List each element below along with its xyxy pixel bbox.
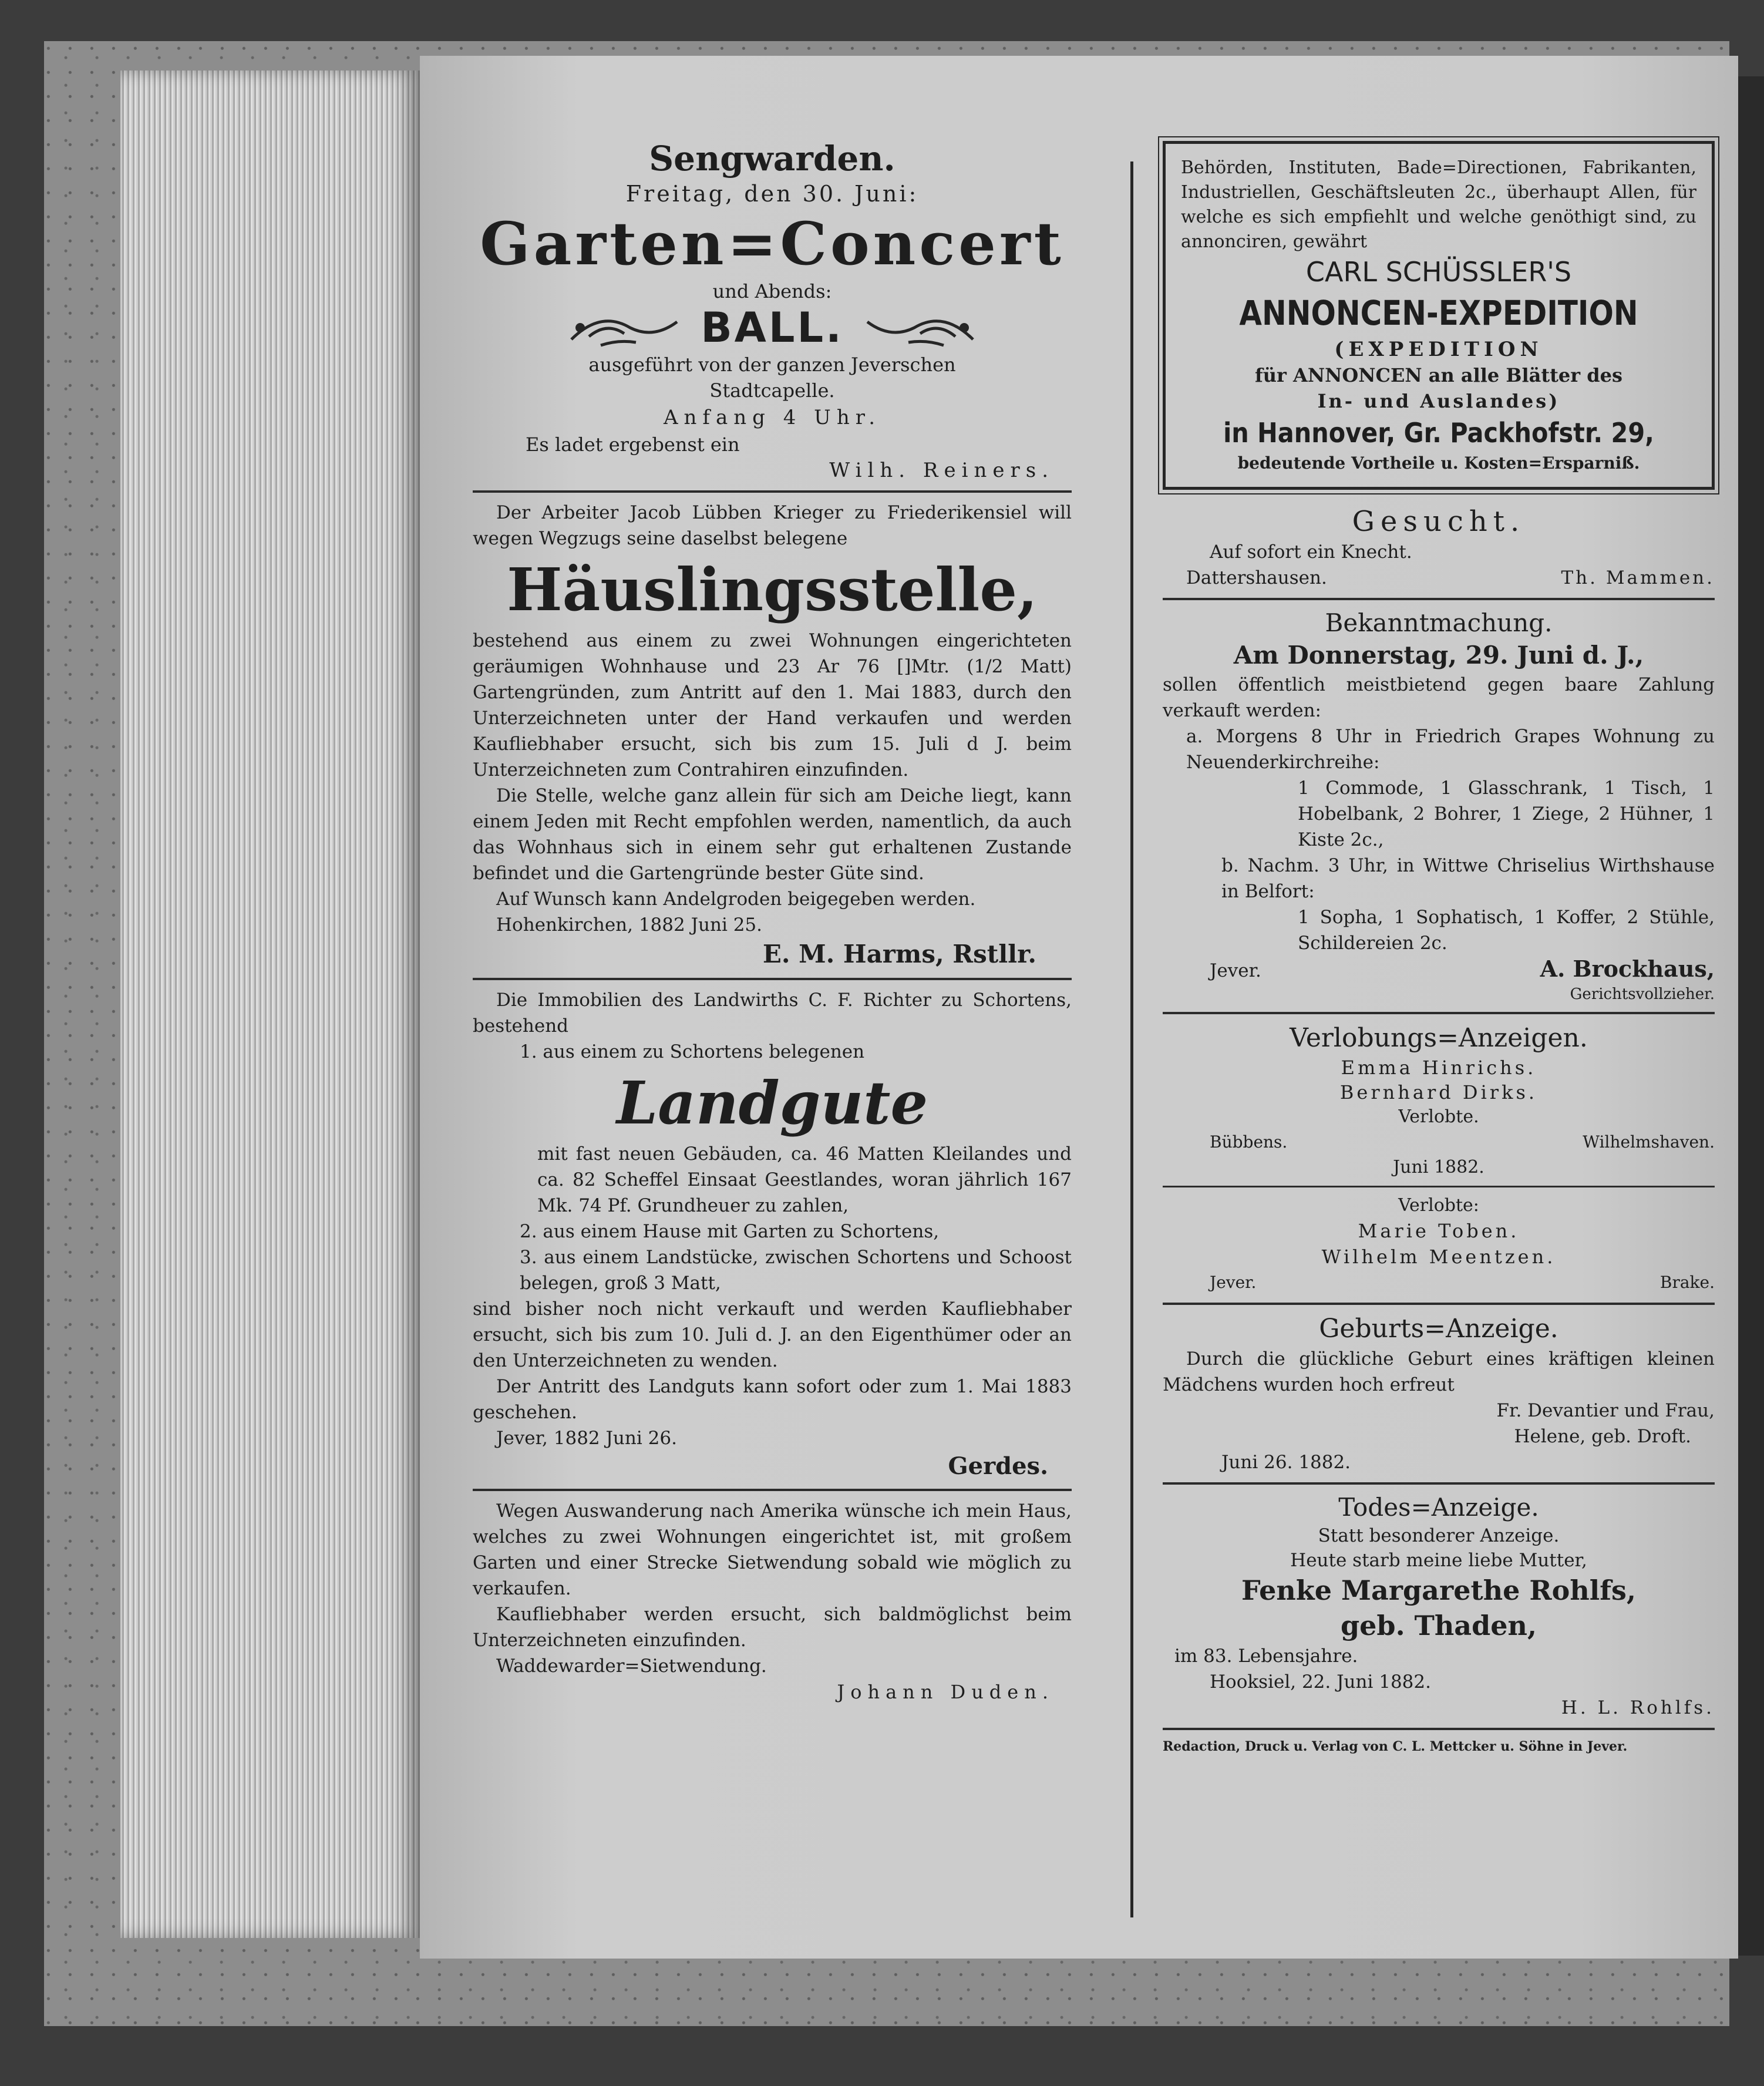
- ad-verlobung-place2: Wilhelmshaven.: [1583, 1132, 1715, 1152]
- ad-schuessler-title: ANNONCEN-EXPEDITION: [1239, 293, 1638, 333]
- ad-schuessler-sub1: (EXPEDITION: [1334, 338, 1543, 361]
- imprint: Redaction, Druck u. Verlag von C. L. Mettcker u. Söhne in Jever.: [1163, 1739, 1628, 1754]
- ad-tod-signer: H. L. Rohlfs.: [1561, 1697, 1715, 1718]
- flourish-left-icon: [565, 304, 683, 351]
- ad-schuessler-name: CARL SCHÜSSLER'S: [1305, 256, 1572, 288]
- ad-landgut: [473, 987, 1072, 1482]
- column-rule: [1130, 162, 1133, 1917]
- ad-bekannt-signer: A. Brockhaus,: [1540, 955, 1715, 982]
- ad-schuessler-sub3: In- und Auslandes): [1317, 390, 1560, 412]
- ad-landgut-item3: 3. aus einem Landstücke, zwischen Schortens und Schoost belegen, groß 3 Matt,: [520, 1247, 1072, 1294]
- ad-bekannt-b: b. Nachm. 3 Uhr, in Wittwe Chriselius Wirthshause in Belfort:: [1221, 855, 1715, 902]
- ad-sengwarden: [473, 138, 1072, 483]
- ball-ornament: [473, 304, 1072, 352]
- ad-schuessler-address: in Hannover, Gr. Packhofstr. 29,: [1223, 417, 1654, 449]
- ad-landgut-body1: sind bisher noch nicht verkauft und werden Kaufliebhaber ersucht, sich bis zum 10. Juli d. J. an den Eigenthümer oder an den Unterzeichneten zu wenden.: [473, 1298, 1072, 1371]
- right-column: [1163, 56, 1715, 1756]
- ad-sengwarden-performer: ausgeführt von der ganzen Jeverschen Stadtcapelle.: [588, 354, 956, 402]
- ad-schuessler-sub2: für ANNONCEN an alle Blätter des: [1254, 364, 1623, 386]
- ad-verlobung-place1: Bübbens.: [1210, 1132, 1288, 1152]
- ad-landgut-item1: 1. aus einem zu Schortens belegenen: [520, 1041, 865, 1062]
- ad-tod: [1163, 1492, 1715, 1721]
- ad-sengwarden-date: Freitag, den 30. Juni:: [625, 181, 919, 207]
- ad-haeusling-body2: Die Stelle, welche ganz allein für sich am Deiche liegt, kann einem Jeden mit Recht empfohlen werden, namentlich, da auch das Wohnhaus sich in einem sehr gut erhaltenen Zustande befindet und die Gartengründe bester Güte sind.: [473, 785, 1072, 884]
- ad-verlobung-name4: Wilhelm Meentzen.: [1321, 1246, 1556, 1268]
- ad-haeusling-signer: E. M. Harms, Rstllr.: [762, 940, 1036, 968]
- ad-bekannt-intro: sollen öffentlich meistbietend gegen baare Zahlung verkauft werden:: [1163, 674, 1715, 721]
- ad-landgut-headline: Landgute: [616, 1068, 928, 1138]
- ad-gesucht-place: Dattershausen.: [1186, 567, 1327, 588]
- book-right-edge: [1738, 76, 1764, 1956]
- ad-schuessler-intro: Behörden, Instituten, Bade=Directionen, Fabrikanten, Industriellen, Geschäftsleuten 2c., überhaupt Allen, für welche es sich empfiehlt und welche genöthigt sind, zu annonciren, gewährt: [1181, 157, 1696, 252]
- ad-gesucht-signer: Th. Mammen.: [1561, 567, 1715, 588]
- divider: [473, 1489, 1072, 1491]
- divider: [1163, 1728, 1715, 1730]
- ad-geburt-parent1: Fr. Devantier und Frau,: [1496, 1400, 1715, 1421]
- ad-tod-name2: geb. Thaden,: [1341, 1610, 1537, 1641]
- ad-haeusling-body3: Auf Wunsch kann Andelgroden beigegeben werden.: [496, 889, 976, 910]
- ad-geburt-headline: Geburts=Anzeige.: [1319, 1314, 1558, 1344]
- ad-verlobung-date: Juni 1882.: [1393, 1157, 1484, 1177]
- ad-landgut-signer: Gerdes.: [948, 1452, 1048, 1480]
- newspaper-page: [420, 56, 1738, 1959]
- divider: [473, 490, 1072, 493]
- ad-bekannt-b-items: 1 Sopha, 1 Sophatisch, 1 Koffer, 2 Stühle, Schildereien 2c.: [1298, 907, 1715, 954]
- ad-auswanderung-signer: Johann Duden.: [837, 1681, 1054, 1703]
- ad-sengwarden-invite: Es ladet ergebenst ein: [526, 433, 740, 456]
- ad-landgut-body2: Der Antritt des Landguts kann sofort oder zum 1. Mai 1883 geschehen.: [473, 1376, 1072, 1423]
- ad-haeusling-intro: Der Arbeiter Jacob Lübben Krieger zu Friederikensiel will wegen Wegzugs seine daselbst belegene: [473, 502, 1072, 549]
- ad-schuessler-footer: bedeutende Vortheile u. Kosten=Ersparniß.: [1237, 453, 1640, 473]
- ad-bekannt-headline: Bekanntmachung.: [1325, 608, 1553, 637]
- ad-gesucht-body: Auf sofort ein Knecht.: [1210, 541, 1412, 563]
- ad-tod-age: im 83. Lebensjahre.: [1174, 1646, 1358, 1667]
- ad-landgut-item2: 2. aus einem Hause mit Garten zu Schortens,: [520, 1221, 940, 1242]
- flourish-right-icon: [861, 304, 979, 351]
- ad-landgut-intro: Die Immobilien des Landwirths C. F. Richter zu Schortens, bestehend: [473, 990, 1072, 1037]
- ad-sengwarden-ball: BALL.: [701, 304, 844, 352]
- ad-tod-placedate: Hooksiel, 22. Juni 1882.: [1210, 1671, 1431, 1693]
- divider: [1163, 1186, 1715, 1187]
- ad-geburt-date: Juni 26. 1882.: [1221, 1452, 1351, 1473]
- ad-sengwarden-place: Sengwarden.: [649, 139, 896, 179]
- divider: [473, 978, 1072, 980]
- ad-bekannt-a-items: 1 Commode, 1 Glasschrank, 1 Tisch, 1 Hobelbank, 2 Bohrer, 1 Ziege, 2 Hühner, 1 Kiste 2c.,: [1298, 778, 1715, 850]
- ad-tod-name1: Fenke Margarethe Rohlfs,: [1241, 1574, 1636, 1606]
- ad-haeusling-body1: bestehend aus einem zu zwei Wohnungen eingerichteten geräumigen Wohnhause und 23 Ar 76 []Mtr. (1/2 Matt) Gartengründen, zum Antritt auf den 1. Mai 1883, durch den Unterzeichneten unter der Hand verkaufen und werden Kaufliebhaber ersucht, sich bis zum 15. Juli d J. beim Unterzeichneten zum Contrahiren einzufinden.: [473, 630, 1072, 780]
- divider: [1163, 598, 1715, 600]
- divider: [1163, 1012, 1715, 1014]
- ad-gesucht-headline: Gesucht.: [1352, 505, 1526, 538]
- ad-verlobung-headline: Verlobungs=Anzeigen.: [1290, 1023, 1588, 1053]
- left-column: [473, 56, 1072, 1705]
- ad-bekannt-footer: [1163, 956, 1715, 984]
- ad-verlobung-name1: Emma Hinrichs.: [1341, 1057, 1537, 1079]
- ad-tod-headline: Todes=Anzeige.: [1338, 1493, 1539, 1522]
- ad-bekannt-signer-title: Gerichtsvollzieher.: [1570, 985, 1715, 1003]
- ad-verlobung-name3: Marie Toben.: [1358, 1220, 1520, 1242]
- ad-tod-sub: Statt besonderer Anzeige.: [1318, 1525, 1560, 1546]
- ad-landgut-item1b: mit fast neuen Gebäuden, ca. 46 Matten Kleilandes und ca. 82 Scheffel Einsaat Geestlandes, woran jährlich 167 Mk. 74 Pf. Grundheuer zu zahlen,: [537, 1143, 1072, 1216]
- ad-verlobung-verlobt: Verlobte.: [1398, 1106, 1479, 1127]
- ad-bekannt-place: Jever.: [1210, 960, 1261, 981]
- ad-tod-body: Heute starb meine liebe Mutter,: [1290, 1550, 1587, 1571]
- ad-haeusling-placedate: Hohenkirchen, 1882 Juni 25.: [496, 914, 763, 936]
- ad-bekannt-date: Am Donnerstag, 29. Juni d. J.,: [1233, 641, 1644, 669]
- ad-geburt: [1163, 1312, 1715, 1475]
- divider: [1163, 1482, 1715, 1485]
- ad-verlobung-place3: Jever.: [1210, 1273, 1257, 1292]
- ad-auswanderung-place: Waddewarder=Sietwendung.: [496, 1656, 767, 1677]
- ad-bekannt-a: a. Morgens 8 Uhr in Friedrich Grapes Wohnung zu Neuenderkirchreihe:: [1186, 726, 1715, 773]
- book-page-edges: [120, 70, 420, 1938]
- ad-auswanderung-body1: Wegen Auswanderung nach Amerika wünsche ich mein Haus, welches zu zwei Wohnungen eingerichtet ist, mit großem Garten und einer Strecke Sietwendung sobald wie möglich zu verkaufen.: [473, 1500, 1072, 1599]
- ad-gesucht: [1163, 504, 1715, 591]
- ad-landgut-placedate: Jever, 1882 Juni 26.: [496, 1428, 677, 1449]
- ad-sengwarden-evening: und Abends:: [712, 280, 832, 302]
- ad-verlobung-verlobt2: Verlobte:: [1398, 1195, 1479, 1216]
- ad-sengwarden-start: Anfang 4 Uhr.: [663, 406, 881, 429]
- ad-verlobung: [1163, 1021, 1715, 1296]
- ad-geburt-body: Durch die glückliche Geburt eines kräftigen kleinen Mädchens wurden hoch erfreut: [1163, 1348, 1715, 1395]
- ad-verlobung-places: [1163, 1129, 1715, 1155]
- ad-verlobung-places2: [1163, 1270, 1715, 1296]
- ad-sengwarden-headline: Garten=Concert: [480, 209, 1065, 278]
- divider: [1163, 1303, 1715, 1305]
- ad-auswanderung: [473, 1498, 1072, 1705]
- ad-gesucht-footer: [1163, 565, 1715, 591]
- ad-haeusling-headline: Häuslingsstelle,: [507, 555, 1038, 624]
- ad-schuessler: [1163, 141, 1715, 490]
- ad-haeuslingsstelle: [473, 500, 1072, 971]
- ad-sengwarden-signer: Wilh. Reiners.: [829, 459, 1054, 482]
- ad-verlobung-place4: Brake.: [1659, 1273, 1715, 1292]
- ad-geburt-parent2: Helene, geb. Droft.: [1514, 1426, 1691, 1447]
- ad-bekanntmachung: [1163, 607, 1715, 1005]
- ad-verlobung-name2: Bernhard Dirks.: [1339, 1081, 1538, 1103]
- ad-auswanderung-body2: Kaufliebhaber werden ersucht, sich baldmöglichst beim Unterzeichneten einzufinden.: [473, 1604, 1072, 1651]
